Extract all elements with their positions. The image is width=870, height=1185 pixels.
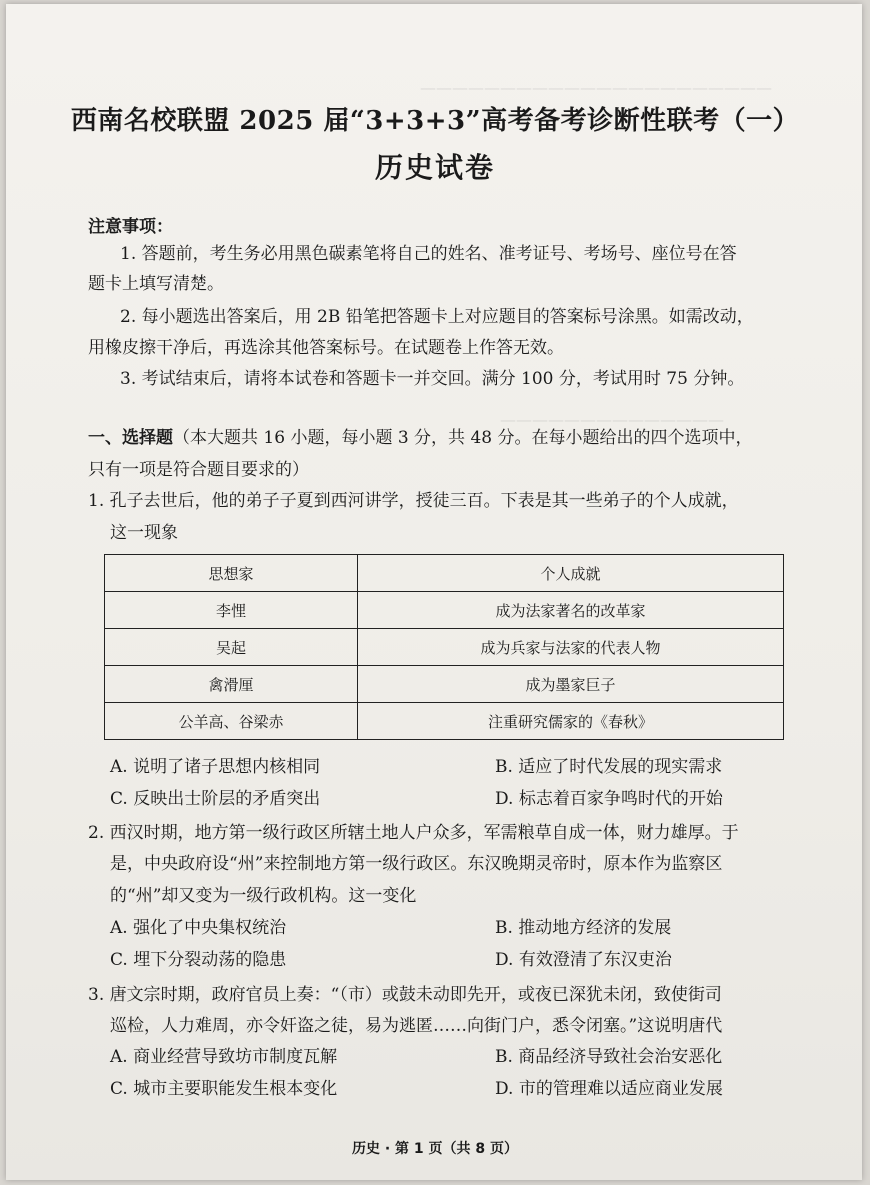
q3-option-a: A. 商业经营导致坊市制度瓦解 [110,1047,338,1067]
q3-stem-line-2: 巡检，人力难周，亦令奸盗之徒，易为逃匿……向街门户，悉令闭塞。”这说明唐代 [110,1016,723,1036]
q1-option-b: B. 适应了时代发展的现实需求 [495,757,723,777]
table-cell: 吴起 [105,629,358,666]
q1-option-a: A. 说明了诸子思想内核相同 [110,757,321,777]
q2-option-d: D. 有效澄清了东汉吏治 [495,950,672,970]
section-1-desc-line-2: 只有一项是符合题目要求的） [88,460,309,480]
notice-heading: 注意事项： [88,217,173,237]
table-row [105,666,784,703]
q1-option-c: C. 反映出士阶层的矛盾突出 [110,789,321,809]
exam-title: 西南名校联盟 2025 届“3+3+3”高考备考诊断性联考（一） [70,106,800,136]
table-row [105,703,784,740]
table-cell: 禽滑厘 [105,666,358,703]
table-cell: 成为兵家与法家的代表人物 [358,629,784,666]
q2-stem-line-1: 2. 西汉时期，地方第一级行政区所辖土地人户众多，军需粮草自成一体，财力雄厚。于 [88,823,739,843]
q3-option-d: D. 市的管理难以适应商业发展 [495,1079,723,1099]
q2-option-a: A. 强化了中央集权统治 [110,918,287,938]
notice-item-3-line-1: 3. 考试结束后，请将本试卷和答题卡一并交回。满分 100 分，考试用时 75 分钟。 [120,369,745,389]
notice-item-2-line-2: 用橡皮擦干净后，再选涂其他答案标号。在试题卷上作答无效。 [88,338,564,358]
table-cell: 成为法家著名的改革家 [358,592,784,629]
q3-option-c: C. 城市主要职能发生根本变化 [110,1079,338,1099]
table-row [105,629,784,666]
section-1-heading: 一、选择题 [88,428,173,448]
notice-item-1-line-2: 题卡上填写清楚。 [88,274,224,294]
table-header-cell: 思想家 [105,555,358,592]
q2-stem-line-3: 的“州”却又变为一级行政机构。这一变化 [110,886,417,906]
q2-stem-line-2: 是，中央政府设“州”来控制地方第一级行政区。东汉晚期灵帝时，原本作为监察区 [110,854,723,874]
exam-subtitle: 历史试卷 [374,151,495,184]
table-cell: 李悝 [105,592,358,629]
table-header-cell: 个人成就 [358,555,784,592]
q2-option-b: B. 推动地方经济的发展 [495,918,672,938]
q1-stem-line-2: 这一现象 [110,523,178,543]
page-footer: 历史 · 第 1 页（共 8 页） [351,1141,519,1157]
section-1-desc: （本大题共 16 小题，每小题 3 分，共 48 分。在每小题给出的四个选项中， [173,428,753,448]
table-cell: 成为墨家巨子 [358,666,784,703]
q3-option-b: B. 商品经济导致社会治安恶化 [495,1047,723,1067]
section-1-heading-line [88,427,753,449]
q1-table [104,554,784,740]
table-row [105,592,784,629]
q1-option-d: D. 标志着百家争鸣时代的开始 [495,789,723,809]
q2-option-c: C. 埋下分裂动荡的隐患 [110,950,287,970]
table-header-row [105,555,784,592]
bleed-through-text: —————————————————————— [420,78,772,97]
notice-item-2-line-1: 2. 每小题选出答案后，用 2B 铅笔把答题卡上对应题目的答案标号涂黑。如需改动， [120,307,754,327]
table-cell: 注重研究儒家的《春秋》 [358,703,784,740]
q1-stem-line-1: 1. 孔子去世后，他的弟子子夏到西河讲学，授徒三百。下表是其一些弟子的个人成就， [88,491,739,511]
notice-item-1-line-1: 1. 答题前，考生务必用黑色碳素笔将自己的姓名、准考证号、考场号、座位号在答 [120,244,737,264]
bleed-through-text: —————————————— [500,410,724,429]
table-cell: 公羊高、谷梁赤 [105,703,358,740]
q3-stem-line-1: 3. 唐文宗时期，政府官员上奏：“（市）或鼓未动即先开，或夜已深犹未闭，致使街司 [88,985,722,1005]
